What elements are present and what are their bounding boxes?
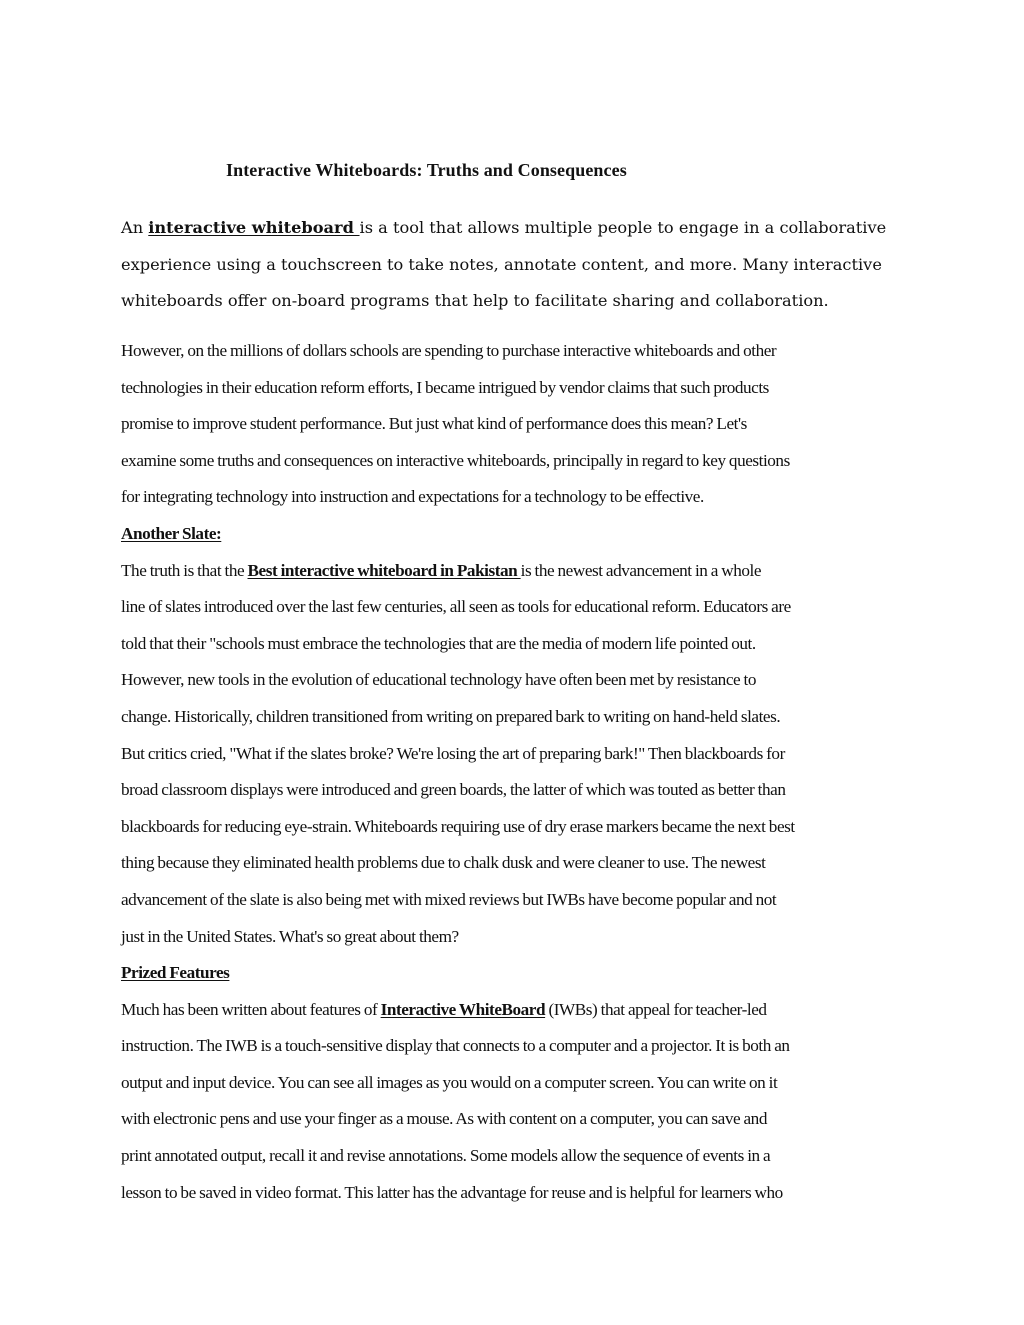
- body-line: instruction. The IWB is a touch-sensitive display that connects to a computer and a projector. It is both an: [121, 1036, 790, 1056]
- section-heading-prized-features: Prized Features: [121, 963, 230, 983]
- body-line: promise to improve student performance. But just what kind of performance does this mean? Let's: [121, 414, 747, 434]
- body-line: change. Historically, children transitioned from writing on prepared bark to writing on hand-held slates.: [121, 706, 781, 726]
- intro-line: experience using a touchscreen to take notes, annotate content, and more. Many interactive: [121, 254, 882, 274]
- body-line: print annotated output, recall it and revise annotations. Some models allow the sequence of events in a: [121, 1146, 771, 1166]
- intro-line: An interactive whiteboard is a tool that allows multiple people to engage in a collaborative: [121, 218, 887, 237]
- body-line: told that their "schools must embrace the technologies that are the media of modern life pointed out.: [121, 633, 756, 653]
- body-line: advancement of the slate is also being met with mixed reviews but IWBs have become popular and not: [121, 889, 777, 909]
- body-line: just in the United States. What's so great about them?: [121, 926, 459, 946]
- interactive-whiteboard-link[interactable]: interactive whiteboard: [148, 218, 360, 237]
- body-line: Much has been written about features of Interactive WhiteBoard (IWBs) that appeal for teacher-led: [121, 999, 767, 1019]
- document-title: Interactive Whiteboards: Truths and Consequences: [226, 160, 627, 180]
- article-body: [121, 333, 911, 1211]
- body-line: But critics cried, "What if the slates broke? We're losing the art of preparing bark!" Then blackboards for: [121, 743, 785, 763]
- body-line: broad classroom displays were introduced and green boards, the latter of which was touted as better than: [121, 780, 786, 800]
- best-interactive-whiteboard-pakistan-link[interactable]: Best interactive whiteboard in Pakistan: [247, 560, 521, 580]
- body-line: However, on the millions of dollars schools are spending to purchase interactive whiteboards and other: [121, 341, 777, 360]
- intro-paragraph: [121, 210, 911, 320]
- section-heading-another-slate: Another Slate:: [121, 523, 222, 543]
- body-line: However, new tools in the evolution of educational technology have often been met by resistance to: [121, 670, 757, 690]
- body-line: blackboards for reducing eye-strain. Whiteboards requiring use of dry erase markers became the next best: [121, 816, 795, 836]
- body-line: output and input device. You can see all images as you would on a computer screen. You can write on it: [121, 1072, 778, 1092]
- body-line: The truth is that the Best interactive whiteboard in Pakistan is the newest advancement in a whole: [121, 560, 762, 580]
- interactive-whiteboard-iwb-link[interactable]: Interactive WhiteBoard: [380, 999, 546, 1019]
- body-line: for integrating technology into instruction and expectations for a technology to be effective.: [121, 487, 704, 507]
- body-line: with electronic pens and use your finger as a mouse. As with content on a computer, you can save and: [121, 1109, 767, 1129]
- body-line: technologies in their education reform efforts, I became intrigued by vendor claims that such products: [121, 377, 769, 397]
- body-line: lesson to be saved in video format. This latter has the advantage for reuse and is helpful for learners who: [121, 1182, 783, 1202]
- body-line: line of slates introduced over the last few centuries, all seen as tools for educational reform. Educators are: [121, 597, 791, 617]
- intro-line: whiteboards offer on-board programs that help to facilitate sharing and collaboration.: [121, 291, 829, 310]
- body-line: examine some truths and consequences on interactive whiteboards, principally in regard to key questions: [121, 450, 790, 470]
- body-line: thing because they eliminated health problems due to chalk dusk and were cleaner to use. The newest: [121, 853, 766, 873]
